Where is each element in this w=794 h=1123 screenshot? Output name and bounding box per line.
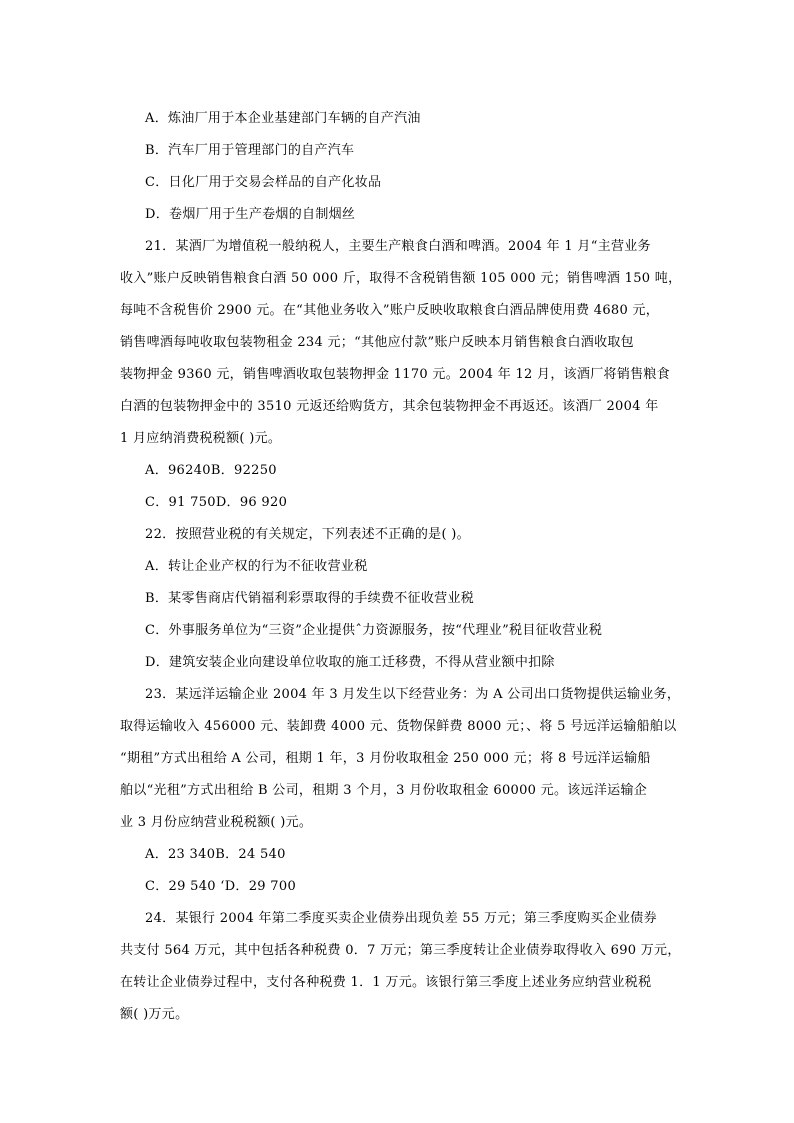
q24-text-line: 在转让企业债券过程中，支付各种税费 1．1 万元。该银行第三季度上述业务应纳营业税税 (120, 975, 652, 990)
q21-text-line: 每吨不含税售价 2900 元。在“其他业务收入”账户反映收取粮食白酒品牌使用费 4680 元， (120, 303, 660, 318)
q21-text-line: 21．某酒厂为增值税一般纳税人，主要生产粮食白酒和啤酒。2004 年 1 月“主营业务 (145, 239, 651, 254)
q23-options-ab: A．23 340B．24 540 (145, 847, 286, 862)
q21-text-line: 收入”账户反映销售粮食白酒 50 000 斤，取得不含税销售额 105 000 元；销售啤酒 150 吨， (120, 271, 682, 286)
q23-text-line: “期租”方式出租给 A 公司，租期 1 年，3 月份收取租金 250 000 元；将 8 号远洋运输船 (120, 751, 651, 766)
q21-text-line: 销售啤酒每吨收取包装物租金 234 元；“其他应付款”账户反映本月销售粮食白酒收取包 (120, 335, 634, 350)
q22-option-d: D．建筑安装企业向建设单位收取的施工迁移费，不得从营业额中扣除 (145, 655, 555, 670)
q23-text-line: 取得运输收入 456000 元、装卸费 4000 元、货物保鲜费 8000 元；、将 5 号远洋运输船舶以 (120, 719, 677, 734)
q24-text-line: 24．某银行 2004 年第二季度买卖企业债券出现负差 55 万元；第三季度购买企业债券 (145, 911, 657, 926)
q22-option-a: A．转让企业产权的行为不征收营业税 (145, 559, 368, 574)
q20-option-c: C．日化厂用于交易会样品的自产化妆品 (145, 175, 382, 190)
q21-options-cd: C．91 750D．96 920 (145, 495, 288, 510)
q21-text-line: 装物押金 9360 元，销售啤酒收取包装物押金 1170 元。2004 年 12 月，该酒厂将销售粮食 (120, 367, 671, 382)
q21-text-line: 1 月应纳消费税税额( )元。 (120, 431, 282, 446)
q22-text-line: 22．按照营业税的有关规定，下列表述不正确的是( )。 (145, 527, 470, 542)
q21-options-ab: A．96240B．92250 (145, 463, 277, 478)
q23-text-line: 舶以“光租”方式出租给 B 公司，租期 3 个月，3 月份收取租金 60000 元。该远洋运输企 (120, 783, 648, 798)
q23-text-line: 23．某远洋运输企业 2004 年 3 月发生以下经营业务：为 A 公司出口货物提供运输业务， (145, 687, 681, 702)
q20-option-d: D．卷烟厂用于生产卷烟的自制烟丝 (145, 207, 356, 222)
q23-text-line: 业 3 月份应纳营业税税额( )元。 (120, 815, 313, 830)
q20-option-a: A．炼油厂用于本企业基建部门车辆的自产汽油 (145, 111, 421, 126)
q23-options-cd: C．29 540 ‘D．29 700 (145, 879, 297, 894)
q24-text-line: 额( )万元。 (120, 1007, 189, 1022)
q20-option-b: B．汽车厂用于管理部门的自产汽车 (145, 143, 355, 158)
q22-option-c: C．外事服务单位为“三资”企业提供ˆ力资源服务，按“代理业”税目征收营业税 (145, 623, 603, 638)
q21-text-line: 白酒的包装物押金中的 3510 元返还给购货方，其余包装物押金不再返还。该酒厂 2004 年 (120, 399, 659, 414)
q24-text-line: 共支付 564 万元，其中包括各种税费 0．7 万元；第三季度转让企业债券取得收入 690 万元， (120, 943, 681, 958)
q22-option-b: B．某零售商店代销福利彩票取得的手续费不征收营业税 (145, 591, 475, 606)
